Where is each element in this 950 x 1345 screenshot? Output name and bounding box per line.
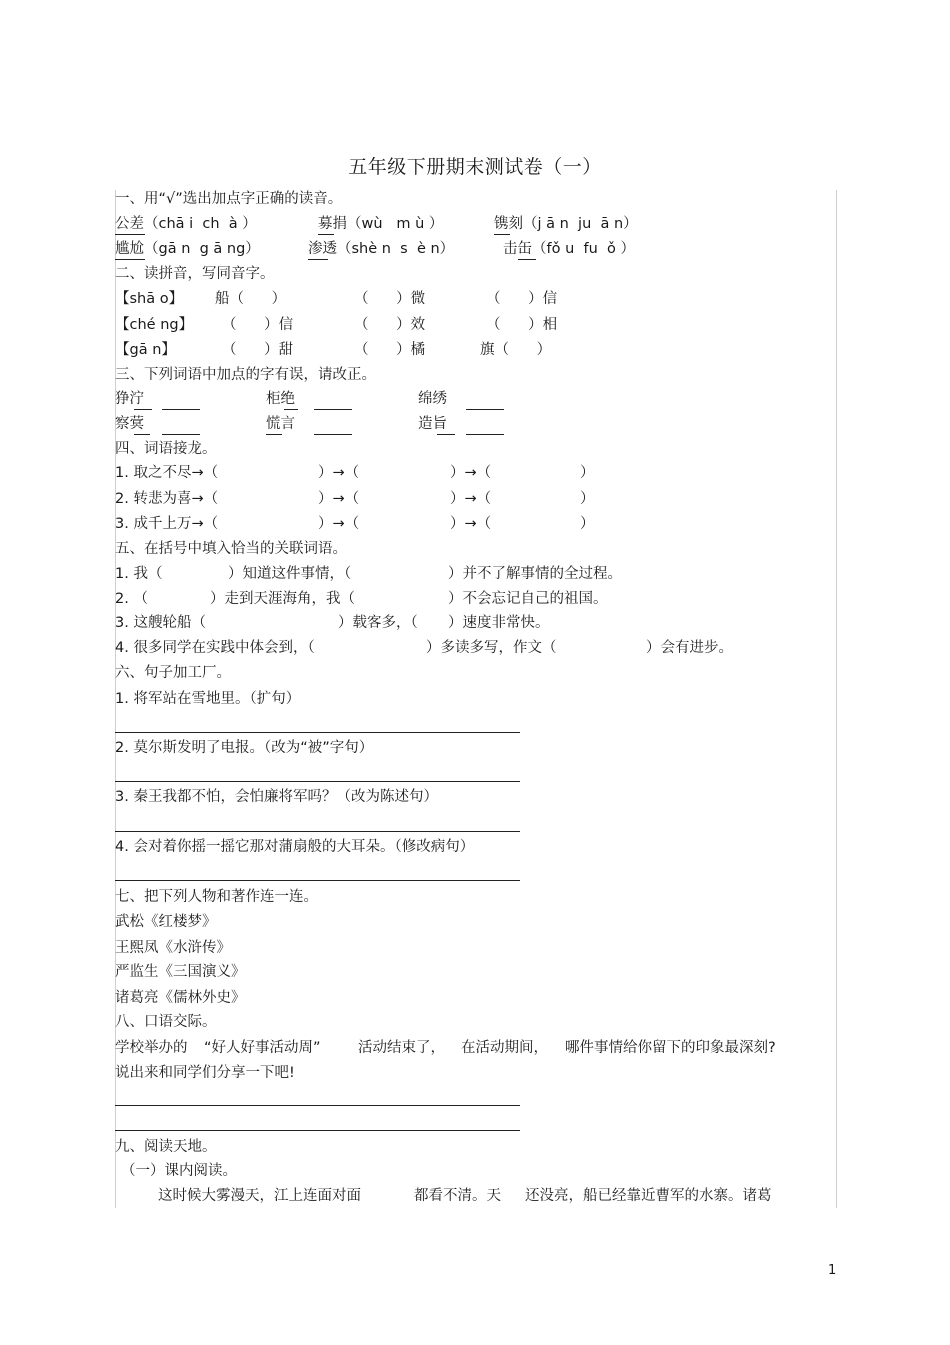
right-margin-line <box>836 190 837 1208</box>
reading-text: 这时候大雾漫天，江上连面对面 <box>158 1188 361 1204</box>
wrong-word: 造旨 <box>418 416 447 432</box>
answer-line[interactable] <box>115 732 520 733</box>
section-8-heading: 八、口语交际。 <box>115 1014 217 1030</box>
dot-underline <box>518 259 536 260</box>
exercise-item: 2. 莫尔斯发明了电报。（改为“被”字句） <box>115 740 374 756</box>
pinyin-item: 公差（chā i ch à ） <box>115 216 257 232</box>
exercise-item: 3. 秦王我都不怕，会怕廉将军吗？（改为陈述句） <box>115 789 438 805</box>
answer-line[interactable] <box>162 434 200 435</box>
chain-end: ） <box>580 516 595 532</box>
chain-start: 3. 成千上万→（ <box>115 516 219 532</box>
sentence-part: 4. 很多同学在实践中体会到，（ <box>115 640 315 656</box>
blank-item[interactable]: （ ）信 <box>222 317 294 333</box>
reading-text: 还没亮，船已经靠近曹军的水寨。诸葛 <box>525 1188 772 1204</box>
blank-item[interactable]: （ ）信 <box>486 291 558 307</box>
chain-arrow: ）→（ <box>450 491 492 507</box>
answer-line[interactable] <box>115 781 520 782</box>
wrong-word: 绵绣 <box>418 391 447 407</box>
pinyin-item: 镌刻（j ā n ju ā n） <box>494 216 638 232</box>
section-1-heading: 一、用“√”选出加点字正确的读音。 <box>115 191 343 207</box>
blank-item[interactable]: （ ）微 <box>354 291 426 307</box>
chain-arrow: ）→（ <box>450 516 492 532</box>
prompt-part: 哪件事情给你留下的印象最深刻? <box>565 1040 776 1056</box>
sentence-part: ）多读多写，作文（ <box>426 640 557 656</box>
sentence-part: ）不会忘记自己的祖国。 <box>448 591 608 607</box>
pinyin-item: 击缶（fǒ u fu ǒ ） <box>503 241 635 257</box>
match-item[interactable]: 诸葛亮《儒林外史》 <box>115 990 246 1006</box>
dot-underline <box>494 234 510 235</box>
match-item[interactable]: 武松《红楼梦》 <box>115 914 217 930</box>
chain-arrow: ）→（ <box>450 465 492 481</box>
answer-line[interactable] <box>115 1105 520 1106</box>
answer-line[interactable] <box>314 434 352 435</box>
wrong-word: 慌言 <box>266 416 295 432</box>
dot-underline <box>266 434 282 435</box>
answer-line[interactable] <box>115 880 520 881</box>
blank-item[interactable]: （ ）相 <box>486 317 558 333</box>
dot-underline <box>318 234 334 235</box>
dot-underline <box>134 409 152 410</box>
section-2-heading: 二、读拼音，写同音字。 <box>115 266 275 282</box>
reading-subheading: （一）课内阅读。 <box>121 1163 237 1179</box>
section-9-heading: 九、阅读天地。 <box>115 1139 217 1155</box>
answer-line[interactable] <box>162 409 200 410</box>
match-item[interactable]: 严监生《三国演义》 <box>115 964 246 980</box>
chain-start: 2. 转悲为喜→（ <box>115 491 219 507</box>
answer-line[interactable] <box>314 409 352 410</box>
sentence-part: 1. 我（ <box>115 566 163 582</box>
sentence-part: ）走到天涯海角，我（ <box>210 591 355 607</box>
prompt-part: 学校举办的 <box>115 1040 188 1056</box>
pinyin-label: 【shā o】 <box>115 291 184 307</box>
sentence-part: 2. （ <box>115 591 148 607</box>
match-item[interactable]: 王熙凤《水浒传》 <box>115 940 231 956</box>
answer-line[interactable] <box>466 434 504 435</box>
sentence-part: ）并不了解事情的全过程。 <box>448 566 622 582</box>
dot-underline <box>115 234 145 235</box>
section-6-heading: 六、句子加工厂。 <box>115 665 231 681</box>
pinyin-item: 募捐（wù m ù ） <box>318 216 444 232</box>
reading-text: 都看不清。天 <box>414 1188 501 1204</box>
sentence-part: ）速度非常快。 <box>448 615 550 631</box>
prompt-part: “好人好事活动周” <box>204 1040 321 1056</box>
chain-arrow: ）→（ <box>318 491 360 507</box>
answer-line[interactable] <box>115 831 520 832</box>
page-title: 五年级下册期末测试卷（一） <box>348 156 602 178</box>
wrong-word: 狰泞 <box>115 391 144 407</box>
blank-item[interactable]: 船（ ） <box>215 291 287 307</box>
dot-underline <box>284 409 298 410</box>
sentence-part: ）会有进步。 <box>646 640 733 656</box>
chain-end: ） <box>580 491 595 507</box>
answer-line[interactable] <box>466 409 504 410</box>
sentence-part: 3. 这艘轮船（ <box>115 615 206 631</box>
dot-underline <box>437 434 455 435</box>
prompt-part: 在活动期间， <box>461 1040 548 1056</box>
exercise-item: 4. 会对着你摇一摇它那对蒲扇般的大耳朵。（修改病句） <box>115 839 475 855</box>
answer-line[interactable] <box>115 1130 520 1131</box>
exercise-item: 1. 将军站在雪地里。（扩句） <box>115 691 301 707</box>
blank-item[interactable]: 旗（ ） <box>480 342 552 358</box>
sentence-part: ）知道这件事情，（ <box>228 566 352 582</box>
prompt-part: 活动结束了， <box>358 1040 445 1056</box>
sentence-part: ）载客多，（ <box>338 615 418 631</box>
chain-start: 1. 取之不尽→（ <box>115 465 219 481</box>
pinyin-item: 尴尬（gā n g ā ng） <box>115 241 260 257</box>
blank-item[interactable]: （ ）橘 <box>354 342 426 358</box>
prompt-line-2: 说出来和同学们分享一下吧! <box>115 1065 295 1081</box>
blank-item[interactable]: （ ）效 <box>354 317 426 333</box>
dot-underline <box>115 259 145 260</box>
page-number: 1 <box>828 1263 837 1278</box>
pinyin-label: 【gā n】 <box>115 342 176 358</box>
dot-underline <box>134 434 150 435</box>
pinyin-item: 渗透（shè n s è n） <box>308 241 455 257</box>
section-7-heading: 七、把下列人物和著作连一连。 <box>115 889 318 905</box>
section-5-heading: 五、在括号中填入恰当的关联词语。 <box>115 541 347 557</box>
section-3-heading: 三、下列词语中加点的字有误，请改正。 <box>115 367 376 383</box>
dot-underline <box>308 259 328 260</box>
chain-end: ） <box>580 465 595 481</box>
wrong-word: 柜绝 <box>266 391 295 407</box>
chain-arrow: ）→（ <box>318 516 360 532</box>
wrong-word: 察蓂 <box>115 416 144 432</box>
chain-arrow: ）→（ <box>318 465 360 481</box>
blank-item[interactable]: （ ）甜 <box>222 342 294 358</box>
pinyin-label: 【ché ng】 <box>115 317 194 333</box>
section-4-heading: 四、词语接龙。 <box>115 441 217 457</box>
